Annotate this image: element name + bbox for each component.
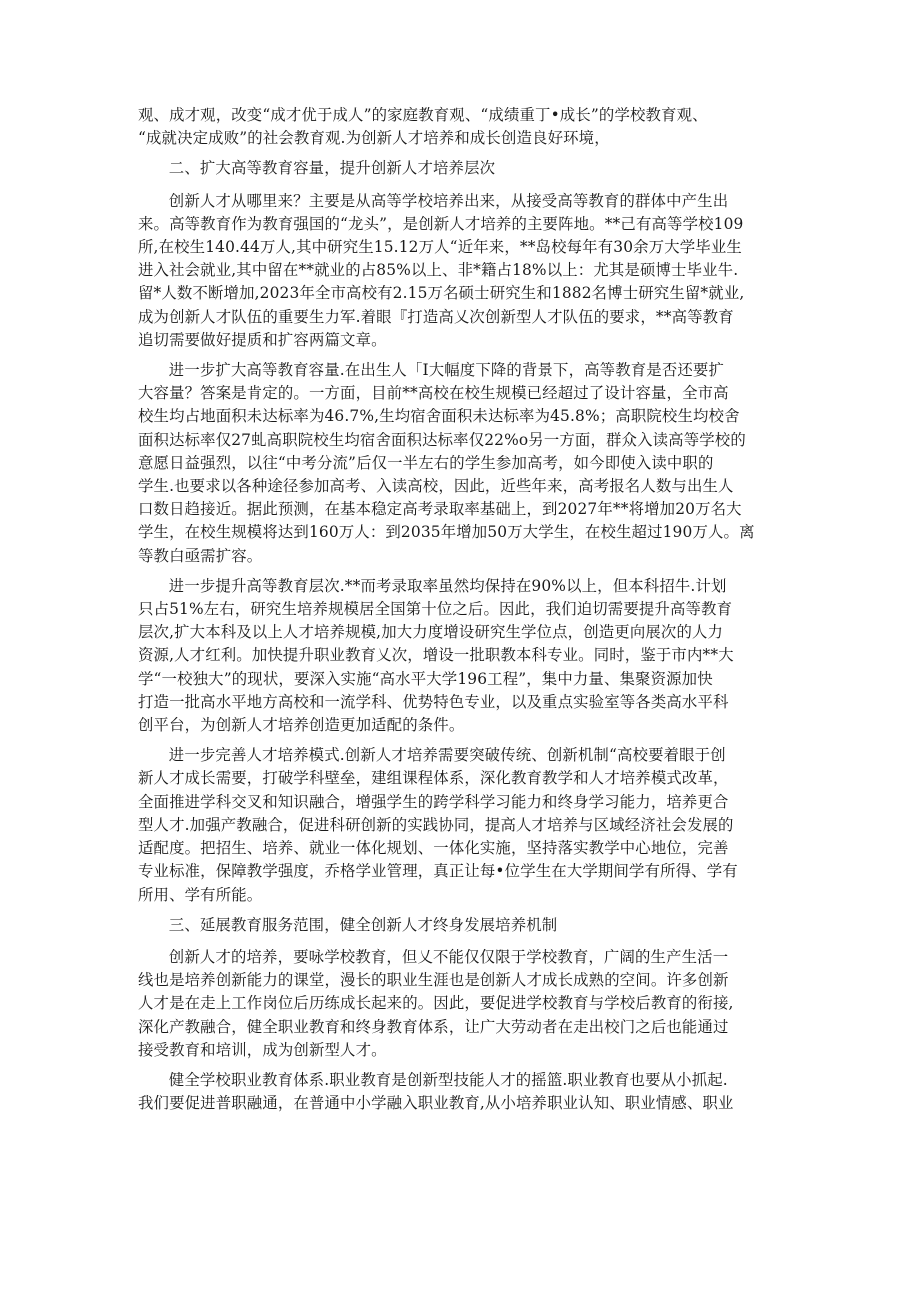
section-heading-two: 二、扩大高等教育容量，提升创新人才培养层次	[168, 159, 496, 178]
paragraph-training-model: 进一步完善人才培养模式.创新人才培养需要突破传统、创新机制“高校要着眼于创 新人才成长需要，打破学科壁垒，建组课程体系，深化教育教学和人才培养模式改革， 全面推进学科交叉和知识融合，增强学生的跨学科学习能力和终身学习能力，培养更合 型人才.加强产教融合，促进科研创新的实践协同，提高人才培养与区域经济社会发展的 适配度。把招生、培养、就业一体化规划、一体化实施，坚持落实教学中心地位，完善 专业标准，保障教学强度，乔格学业管理，真正让每•位学生在大学期间学有所得、学有 所用、学有所能。	[138, 746, 738, 904]
paragraph-continuation: 观、成才观，改变“成才优于成人”的家庭教育观、“成绩重丁•成长”的学校教育观、 “成就决定成败”的社会教育观.为创新人才培养和成长创造良好环境，	[138, 106, 708, 148]
paragraph-lifelong-training: 创新人才的培养，要咏学校教育，但乂不能仅仅限于学校教育，广阔的生产生活一 线也是培养创新能力的课堂，漫长的职业生涯也是创新人才成长成熟的空间。许多创新 人才是在走上工作岗位后历练成长起来的。因此，要促进学校教育与学校后教育的衔接, 深化产教融合，健全职业教育和终身教育体系，让广大劳动者在走出校门之后也能通过 接受教育和培训，成为创新型人才。	[138, 947, 734, 1059]
section-heading-three: 三、延展教育服务范围，健全创新人才终身发展培养机制	[168, 915, 558, 934]
paragraph-raise-level: 进一步提升高等教育层次.**而考录取率虽然均保持在90%以上，但本科招牛.计划 只占51%左右，研究生培养规模居全国第十位之后。因此，我们迫切需要提升高等教育 层次,扩大本科及以上人才培养规模,加大力度增设研究生学位点，创造更向展次的人力 资源,人才红利。加快提升职业教育乂次，增设一批职教本科专业。同时，鉴于市内**大 学“一校独大”的现状，要深入实施“高水平大学196工程”，集中力量、集聚资源加快 打造一批高水平地方高校和一流学科、优势特色专业，以及重点实验室等各类高水平科 创平台，为创新人才培养创造更加适配的条件。	[138, 576, 734, 735]
document-page	[138, 104, 788, 1122]
paragraph-expand-capacity: 进一步扩大高等教育容量.在出生人「I大幅度下降的背景下，高等教育是否还要扩 大容量？答案是肯定的。一方面，目前**高校在校生规模已经超过了设计容量，全市高 校生均占地面积未达标率为46.7%,生均宿舍面积未达标率为45.8%；高职院校生均校舍 面积达标率仅27虬高职院校生均宿舍面积达标率仅22%o另一方面，群众入读高等学校的 意愿日益强烈，以往“中考分流”后仅一半左右的学生参加高考，如今即使入读中职的 学生.也要求以各种途径参加高考、入读高校，因此，近些年来，高考报名人数与出生人 口数日趋接近。据此预测，在基本稳定高考录取率基础上，到2027年**将增加20万名大 学生，在校生规模将达到160万人：到2035年增加50万大学生，在校生超过190万人。离 等教白亟需扩容。	[138, 361, 755, 565]
paragraph-talent-source: 创新人才从哪里来？主要是从高等学校培养出来，从接受高等教育的群体中产生出 来。高等教育作为教育强国的“龙头”，是创新人才培养的主要阵地。**己有高等学校109 所,在校生140.44万人,其中研究生15.12万人“近年来，**岛校每年有30余万大学毕业生 进入社会就业,其中留在**就业的占85%以上、非*籍占18%以上：尤其是硕博士毕业牛. 留*人数不断增加,2023年全市高校有2.15万名硕士研究生和1882名博士研究生留*就业, 成为创新人才队伍的重要生力军.着眼『打造高乂次创新型人才队伍的要求，**高等教育 追切需要做好提质和扩容两篇文章。	[138, 191, 745, 349]
paragraph-vocational-system: 健全学校职业教育体系.职业教育是创新型技能人才的摇篮.职业教育也要从小抓起. 我们要促进普职融通，在普通中小学融入职业教育,从小培养职业认知、职业情感、职业	[138, 1070, 734, 1113]
